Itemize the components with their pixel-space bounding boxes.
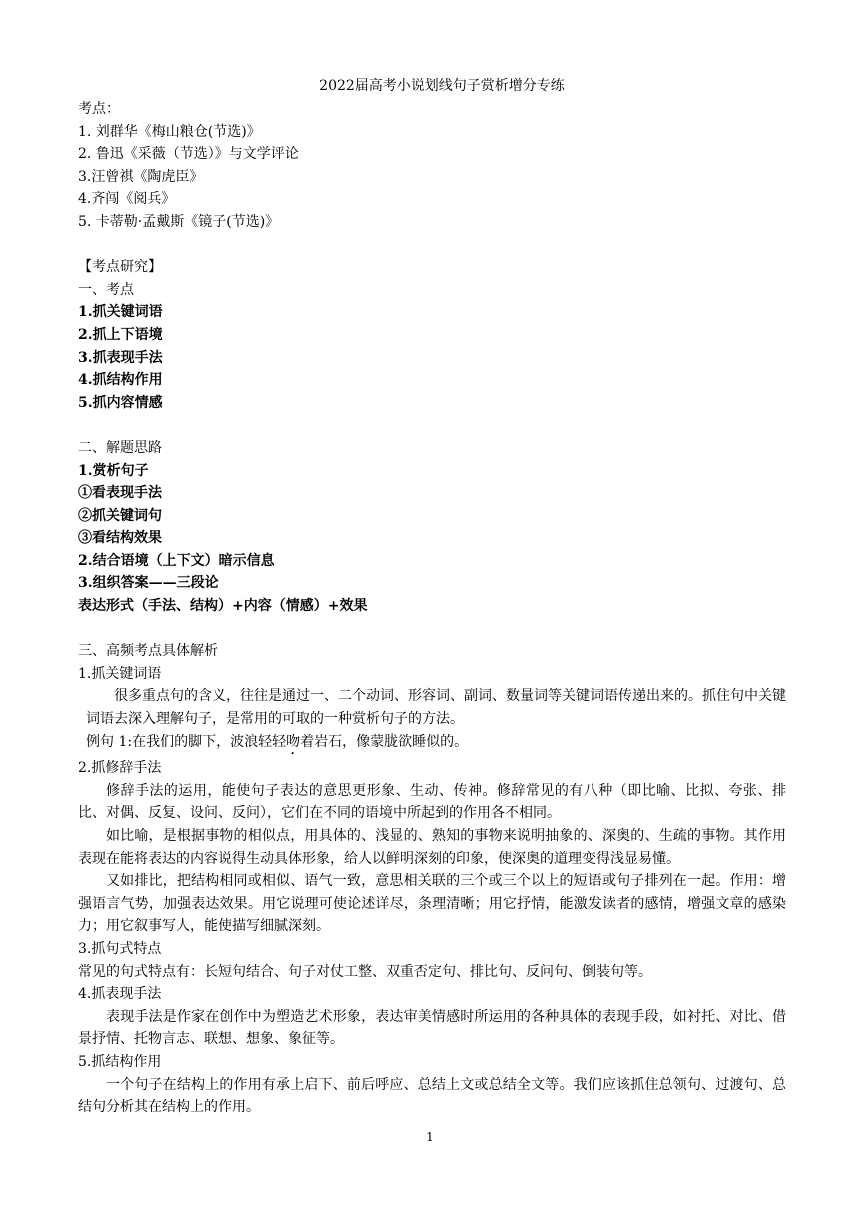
research-heading: 【考点研究】 [78,259,162,276]
kaodian-item: 1. 刘群华《梅山粮仓(节选)》 [78,123,261,140]
example-sentence [86,731,786,754]
spacer [78,618,786,641]
document-page [78,74,786,1119]
section1-item: 4.抓结构作用 [78,372,163,389]
subsection-title: 1.抓关键词语 [78,665,162,682]
paragraph: 修辞手法的运用，能使句子表达的意思更形象、生动、传神。修辞常见的有八种（即比喻、比拟、夸张、排比、对偶、反复、设问、反问），它们在不同的语境中所起到的作用各不相同。 [78,782,786,822]
section1-item: 2.抓上下语境 [78,326,163,343]
section2-item: 2.结合语境（上下文）暗示信息 [78,552,275,569]
kaodian-item: 4.齐闯《阅兵》 [78,191,176,208]
kaodian-item: 3.汪曾祺《陶虎臣》 [78,168,204,185]
section-heading: 三、高频考点具体解析 [78,643,218,660]
section2-item: 3.组织答案——三段论 [78,575,219,592]
section2-item: 1.赏析句子 [78,462,149,479]
section-heading: 一、考点 [78,281,134,298]
section2-item: ③看结构效果 [78,530,162,547]
paragraph: 又如排比，把结构相同或相似、语气一致，意思相关联的三个或三个以上的短语或句子排列在一起。作用：增强语言气势，加强表达效果。用它说理可使论述详尽，条理清晰；用它抒情，能激发读者的感情，增强文章的感染力；用它叙事写人，能使描写细腻深刻。 [78,873,786,935]
paragraph: 常见的句式特点有：长短句结合、句子对仗工整、双重否定句、排比句、反问句、倒装句等。 [78,963,652,980]
subsection-title: 5.抓结构作用 [78,1053,162,1070]
emphasized-keyword: 吻 [286,733,301,750]
paragraph: 一个句子在结构上的作用有承上启下、前后呼应、总结上文或总结全文等。我们应该抓住总领句、过渡句、总结句分析其在结构上的作用。 [78,1076,786,1116]
section2-item: 表达形式（手法、结构）+内容（情感）+效果 [78,598,368,615]
section-heading: 二、解题思路 [78,439,162,456]
subsection-title: 4.抓表现手法 [78,986,162,1003]
page-title: 2022届高考小说划线句子赏析增分专练 [319,78,565,94]
section2-item: ①看表现手法 [78,485,162,502]
example-text: 着岩石，像蒙胧欲睡似的。 [300,733,469,750]
kaodian-item: 5. 卡蒂勒·孟戴斯《镜子(节选)》 [78,213,280,230]
paragraph: 表现手法是作家在创作中为塑造艺术形象，表达审美情感时所运用的各种具体的表现手段，如衬托、对比、借景抒情、托物言志、联想、想象、象征等。 [78,1008,786,1048]
subsection-title: 2.抓修辞手法 [78,760,162,777]
kaodian-item: 2. 鲁迅《采薇（节选）》与文学评论 [78,146,299,163]
section1-item: 1.抓关键词语 [78,304,163,321]
subsection-title: 3.抓句式特点 [78,940,162,957]
spacer [78,234,786,257]
example-text: 例句 1:在我们的脚下，波浪轻轻 [86,733,287,750]
page-number: 1 [426,1130,434,1144]
section2-item: ②抓关键词句 [78,507,162,524]
paragraph: 很多重点句的含义，往往是通过一、二个动词、形容词、副词、数量词等关键词语传递出来的。抓住句中关键词语去深入理解句子，是常用的可取的一种赏析句子的方法。 [86,688,786,728]
kaodian-heading: 考点： [78,101,120,117]
section1-item: 5.抓内容情感 [78,394,163,411]
paragraph: 如比喻，是根据事物的相似点，用具体的、浅显的、熟知的事物来说明抽象的、深奥的、生疏的事物。其作用表现在能将表达的内容说得生动具体形象，给人以鲜明深刻的印象，使深奥的道理变得浅显易懂。 [78,828,786,867]
spacer [78,414,786,437]
section1-item: 3.抓表现手法 [78,349,163,366]
